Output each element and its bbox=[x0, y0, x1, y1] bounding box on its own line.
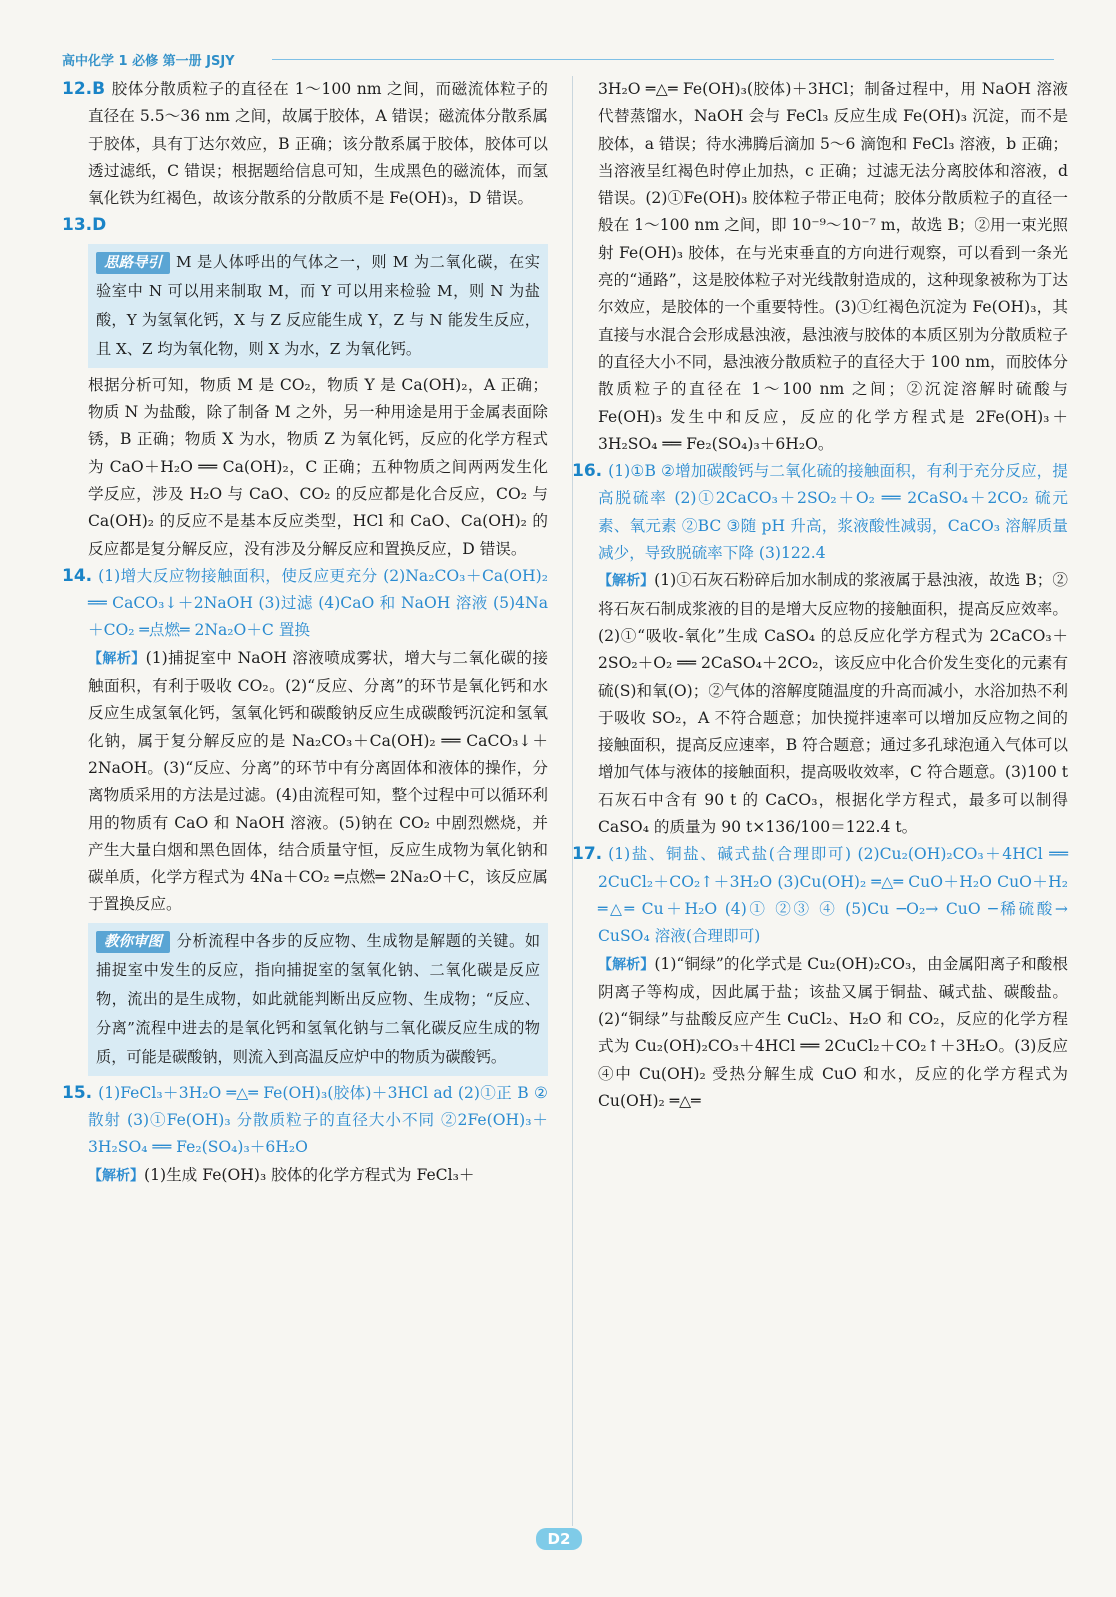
q14-answer bbox=[62, 563, 548, 645]
q17-answer-text: (1)盐、铜盐、碱式盐(合理即可) (2)Cu₂(OH)₂CO₃＋4HCl ══ 2CuCl₂＋CO₂↑＋3H₂O (3)Cu(OH)₂ ═△═ CuO＋H₂O CuO＋H₂ ═△═ Cu＋H₂O (4)① ②③ ④ (5)Cu ─O₂→ CuO ─稀硫酸→ CuSO₄ 溶液(合理即可) bbox=[598, 845, 1068, 946]
q16-analysis-text: (1)①石灰石粉碎后加水制成的浆液属于悬浊液，故选 B；②将石灰石制成浆液的目的是增大反应物的接触面积，提高反应效率。(2)①“吸收-氧化”生成 CaSO₄ 的总反应化学方程式为 2CaCO₃＋2SO₂＋O₂ ══ 2CaSO₄＋2CO₂，该反应中化合价发生变化的元素有硫(S)和氧(O)；②气体的溶解度随温度的升高而减小，水浴加热不利于吸收 SO₂，A 不符合题意；加快搅拌速率可以增加反应物之间的接触面积，提高反应速率，B 符合题意；通过多孔球泡通入气体可以增加气体与液体的接触面积，提高吸收效率，C 符合题意。(3)100 t 石灰石中含有 90 t 的 CaCO₃，根据化学方程式，最多可以制得 CaSO₄ 的质量为 90 t×136/100＝122.4 t。 bbox=[598, 571, 1068, 837]
q17-answer bbox=[572, 841, 1068, 950]
q13-hint-label: 思路导引 bbox=[96, 252, 170, 274]
page-number: D2 bbox=[536, 1528, 582, 1550]
q14-hint-text: 分析流程中各步的反应物、生成物是解题的关键。如捕捉室中发生的反应，指向捕捉室的氢氧化钠、二氧化碳是反应物，流出的是生成物，如此就能判断出反应物、生成物；“反应、分离”流程中进去的是氧化钙和氢氧化钠与二氧化碳反应生成的物质，可能是碳酸钠，则流入到高温反应炉中的物质为碳酸钙。 bbox=[96, 931, 540, 1066]
q14-number: 14. bbox=[62, 565, 93, 586]
q15-analysis-text: (1)生成 Fe(OH)₃ 胶体的化学方程式为 FeCl₃＋ bbox=[144, 1165, 475, 1184]
q12-text: 胶体分散质粒子的直径在 1～100 nm 之间，而磁流体粒子的直径在 5.5～36 nm 之间，故属于胶体，A 错误；磁流体分散系属于胶体，具有丁达尔效应，B 正确；该分散系属于胶体，胶体可以透过滤纸，C 错误；根据题给信息可知，生成黑色的磁流体，而氢氧化铁为红褐色，故该分散系的分散质不是 Fe(OH)₃，D 错误。 bbox=[88, 80, 548, 208]
q13-answer bbox=[62, 212, 548, 239]
q17-analysis-text: (1)“铜绿”的化学式是 Cu₂(OH)₂CO₃，由金属阳离子和酸根阴离子等构成，因此属于盐；该盐又属于铜盐、碱式盐、碳酸盐。(2)“铜绿”与盐酸反应产生 CuCl₂、H₂O 和 CO₂，反应的化学方程式为 Cu₂(OH)₂CO₃＋4HCl ══ 2CuCl₂＋CO₂↑＋3H₂O。(3)反应④中 Cu(OH)₂ 受热分解生成 CuO 和水，反应的化学方程式为 Cu(OH)₂ ═△═ bbox=[598, 954, 1069, 1110]
q16-analysis bbox=[598, 567, 1068, 841]
q14-hint-label: 教你审图 bbox=[96, 931, 170, 953]
q17-number: 17. bbox=[572, 844, 603, 865]
q16-number: 16. bbox=[572, 461, 603, 482]
q15-analysis bbox=[88, 1162, 548, 1190]
q15-number: 15. bbox=[62, 1082, 93, 1103]
q13-text: 根据分析可知，物质 M 是 CO₂，物质 Y 是 Ca(OH)₂，A 正确；物质 N 为盐酸，除了制备 M 之外，另一种用途是用于金属表面除锈，B 正确；物质 X 为水，物质 Z 为氧化钙，反应的化学方程式为 CaO＋H₂O ══ Ca(OH)₂，C 正确；五种物质之间两两发生化学反应，涉及 H₂O 与 CaO、CO₂ 的反应都是化合反应，CO₂ 与 Ca(OH)₂ 的反应不是基本反应类型，HCl 和 CaO、Ca(OH)₂ 的反应都是复分解反应，没有涉及分解反应和置换反应，D 错误。 bbox=[88, 375, 548, 558]
q17-analysis bbox=[598, 951, 1068, 1116]
q15-answer bbox=[62, 1080, 548, 1162]
q13-hint-box bbox=[88, 244, 548, 368]
right-column bbox=[572, 76, 1069, 1115]
q14-hint-box bbox=[88, 923, 548, 1076]
left-column bbox=[62, 76, 549, 1190]
q15-analysis-tag: 【解析】 bbox=[88, 1167, 144, 1184]
column-divider bbox=[572, 76, 573, 1526]
header-title: 高中化学 1 必修 第一册 JSJY bbox=[62, 54, 235, 69]
q14-analysis-tag: 【解析】 bbox=[88, 650, 146, 667]
q14-analysis bbox=[88, 645, 548, 919]
q15-answer-text: (1)FeCl₃＋3H₂O ═△═ Fe(OH)₃(胶体)＋3HCl ad (2)①正 B ②散射 (3)①Fe(OH)₃ 分散质粒子的直径大小不同 ②2Fe(OH)₃＋3H₂SO₄ ══ Fe₂(SO₄)₃＋6H₂O bbox=[88, 1083, 548, 1157]
q15-continued: 3H₂O ═△═ Fe(OH)₃(胶体)＋3HCl；制备过程中，用 NaOH 溶液代替蒸馏水，NaOH 会与 FeCl₃ 反应生成 Fe(OH)₃ 沉淀，而不是胶体，a 错误；待水沸腾后滴加 5～6 滴饱和 FeCl₃ 溶液，b 正确；当溶液呈红褐色时停止加热，c 正确；过滤无法分离胶体和溶液，d 错误。(2)①Fe(OH)₃ 胶体粒子带正电荷；胶体分散质粒子的直径一般在 1～100 nm 之间，即 10⁻⁹～10⁻⁷ m，故选 B；②用一束光照射 Fe(OH)₃ 胶体，在与光束垂直的方向进行观察，可以看到一条光亮的“通路”，这是胶体粒子对光线散射造成的，这种现象被称为丁达尔效应，是胶体的一个重要特性。(3)①红褐色沉淀为 Fe(OH)₃，其直接与水混合会形成悬浊液，悬浊液与胶体的本质区别为分散质粒子的直径大小不同，悬浊液分散质粒子的直径大于 100 nm，而胶体分散质粒子的直径在 1～100 nm 之间；②沉淀溶解时硫酸与 Fe(OH)₃ 发生中和反应，反应的化学方程式是 2Fe(OH)₃＋3H₂SO₄ ══ Fe₂(SO₄)₃＋6H₂O。 bbox=[598, 80, 1068, 453]
q13-hint-text: M 是人体呼出的气体之一，则 M 为二氧化碳，在实验室中 N 可以用来制取 M，而 Y 可以用来检验 M，则 N 为盐酸，Y 为氢氧化钙，X 与 Z 反应能生成 Y，Z 与 N 能发生反应，且 X、Z 均为氧化物，则 X 为水，Z 为氧化钙。 bbox=[96, 252, 540, 358]
q12-answer bbox=[62, 76, 548, 212]
q17-analysis-tag: 【解析】 bbox=[598, 956, 655, 973]
q12-number: 12.B bbox=[62, 79, 106, 99]
header-rule bbox=[272, 59, 1054, 60]
page-header bbox=[62, 50, 1054, 70]
q16-answer bbox=[572, 458, 1068, 567]
q14-answer-text: (1)增大反应物接触面积，使反应更充分 (2)Na₂CO₃＋Ca(OH)₂ ══ CaCO₃↓＋2NaOH (3)过滤 (4)CaO 和 NaOH 溶液 (5)4Na＋CO₂ ═点燃═ 2Na₂O＋C 置换 bbox=[88, 566, 548, 640]
q14-analysis-text: (1)捕捉室中 NaOH 溶液喷成雾状，增大与二氧化碳的接触面积，有利于吸收 CO₂。(2)“反应、分离”的环节是氧化钙和水反应生成氢氧化钙，氢氧化钙和碳酸钠反应生成碳酸钙沉淀和氢氧化钠，属于复分解反应的是 Na₂CO₃＋Ca(OH)₂ ══ CaCO₃↓＋2NaOH。(3)“反应、分离”的环节中有分离固体和液体的操作，分离物质采用的方法是过滤。(4)由流程可知，整个过程中可以循环利用的物质有 CaO 和 NaOH 溶液。(5)钠在 CO₂ 中剧烈燃烧，并产生大量白烟和黑色固体，结合质量守恒，反应生成物为氧化钠和碳单质，化学方程式为 4Na＋CO₂ ═点燃═ 2Na₂O＋C，该反应属于置换反应。 bbox=[88, 648, 549, 914]
q13-number: 13.D bbox=[62, 215, 107, 236]
q16-analysis-tag: 【解析】 bbox=[598, 573, 655, 590]
q16-answer-text: (1)①B ②增加碳酸钙与二氧化硫的接触面积，有利于充分反应，提高脱硫率 (2)①2CaCO₃＋2SO₂＋O₂ ══ 2CaSO₄＋2CO₂ 硫元素、氧元素 ②BC ③随 pH 升高，浆液酸性减弱，CaCO₃ 溶解质量减少，导致脱硫率下降 (3)122.4 bbox=[598, 462, 1068, 563]
